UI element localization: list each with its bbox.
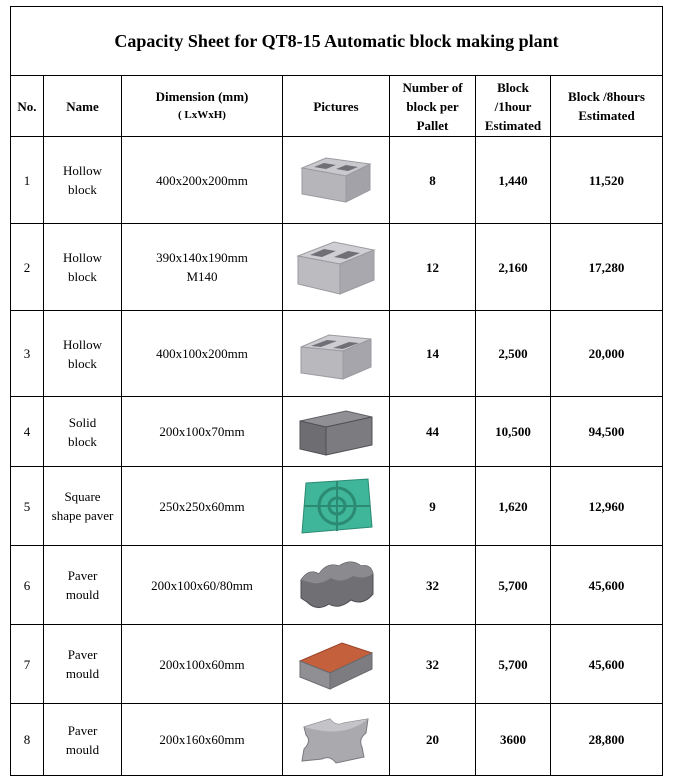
row-per-pallet: 20 (390, 704, 476, 776)
row-picture (283, 311, 390, 397)
header-per-pallet: Number of block per Pallet (390, 76, 476, 137)
row-name: Hollow block (44, 224, 122, 311)
brick-paver-icon (296, 633, 376, 695)
row-per-pallet: 9 (390, 467, 476, 546)
row-number: 7 (11, 625, 44, 704)
zigzag-paver-icon (295, 554, 377, 616)
row-number: 1 (11, 137, 44, 224)
row-name: Paver mould (44, 625, 122, 704)
row-per-pallet: 14 (390, 311, 476, 397)
row-per-8hours: 17,280 (551, 224, 663, 311)
table-row (11, 137, 663, 224)
row-dimension: 390x140x190mm M140 (122, 224, 283, 311)
row-per-8hours: 20,000 (551, 311, 663, 397)
row-number: 5 (11, 467, 44, 546)
row-per-hour: 5,700 (476, 546, 551, 625)
row-per-pallet: 44 (390, 397, 476, 467)
row-name: Hollow block (44, 311, 122, 397)
row-picture (283, 625, 390, 704)
row-dimension: 400x200x200mm (122, 137, 283, 224)
row-dimension: 200x160x60mm (122, 704, 283, 776)
row-per-hour: 2,160 (476, 224, 551, 311)
row-number: 6 (11, 546, 44, 625)
row-name: Square shape paver (44, 467, 122, 546)
table-row (11, 397, 663, 467)
row-dimension: 400x100x200mm (122, 311, 283, 397)
table-row (11, 625, 663, 704)
row-per-pallet: 32 (390, 546, 476, 625)
row-number: 2 (11, 224, 44, 311)
hollow-block-icon (294, 236, 378, 298)
row-per-hour: 1,620 (476, 467, 551, 546)
header-no: No. (11, 76, 44, 137)
row-name: Paver mould (44, 704, 122, 776)
row-per-8hours: 94,500 (551, 397, 663, 467)
row-per-hour: 3600 (476, 704, 551, 776)
row-per-8hours: 11,520 (551, 137, 663, 224)
table-row (11, 467, 663, 546)
row-per-8hours: 28,800 (551, 704, 663, 776)
header-per-hour: Block /1hour Estimated (476, 76, 551, 137)
sheet-title: Capacity Sheet for QT8-15 Automatic block making plant (11, 7, 663, 76)
row-dimension: 200x100x70mm (122, 397, 283, 467)
row-per-hour: 5,700 (476, 625, 551, 704)
row-per-hour: 2,500 (476, 311, 551, 397)
table-row (11, 704, 663, 776)
row-dimension: 200x100x60/80mm (122, 546, 283, 625)
row-per-8hours: 45,600 (551, 546, 663, 625)
row-name: Hollow block (44, 137, 122, 224)
header-name: Name (44, 76, 122, 137)
table-row (11, 224, 663, 311)
row-dimension: 200x100x60mm (122, 625, 283, 704)
row-name: Solid block (44, 397, 122, 467)
square-paver-icon (296, 475, 376, 537)
i-shape-paver-icon (296, 711, 376, 769)
header-pictures: Pictures (283, 76, 390, 137)
row-number: 4 (11, 397, 44, 467)
row-picture (283, 224, 390, 311)
row-per-pallet: 12 (390, 224, 476, 311)
header-dimension: Dimension (mm) ( LxWxH) (122, 76, 283, 137)
row-picture (283, 704, 390, 776)
row-picture (283, 137, 390, 224)
row-dimension: 250x250x60mm (122, 467, 283, 546)
row-number: 8 (11, 704, 44, 776)
table-row (11, 311, 663, 397)
header-per-8hours: Block /8hours Estimated (551, 76, 663, 137)
row-per-8hours: 12,960 (551, 467, 663, 546)
solid-block-icon (296, 405, 376, 459)
row-picture (283, 546, 390, 625)
row-picture (283, 397, 390, 467)
hollow-block-icon (295, 325, 377, 383)
capacity-table (10, 6, 663, 776)
row-name: Paver mould (44, 546, 122, 625)
row-number: 3 (11, 311, 44, 397)
row-per-pallet: 32 (390, 625, 476, 704)
row-per-pallet: 8 (390, 137, 476, 224)
row-picture (283, 467, 390, 546)
row-per-8hours: 45,600 (551, 625, 663, 704)
table-row (11, 546, 663, 625)
row-per-hour: 10,500 (476, 397, 551, 467)
hollow-block-icon (296, 154, 376, 206)
row-per-hour: 1,440 (476, 137, 551, 224)
